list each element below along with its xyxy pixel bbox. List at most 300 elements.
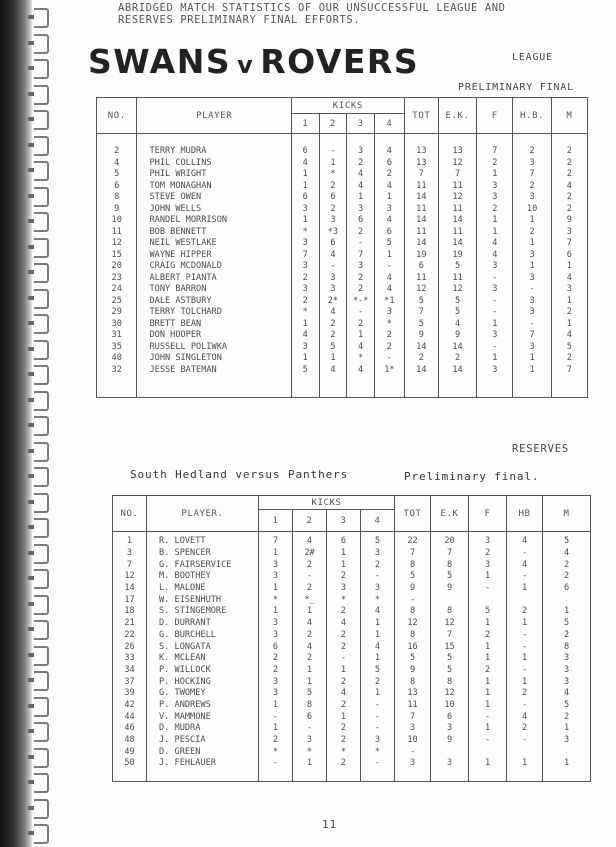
spacer-cell (291, 376, 319, 398)
cell-k2: 2 (319, 180, 347, 192)
reserves-label: RESERVES (512, 443, 569, 455)
cell-k2: 2# (293, 547, 327, 559)
cell-player: K. MCLEAN (147, 652, 259, 664)
cell-ek: 5 (431, 571, 469, 583)
cell-tot: 2 (404, 353, 438, 365)
title-versus: v (237, 51, 255, 79)
table-row (97, 364, 588, 376)
cell-m: 3 (543, 676, 591, 688)
cell-k2: 1 (293, 664, 327, 676)
table-row (97, 238, 588, 250)
table-spacer-row (97, 134, 588, 146)
binding-ring (34, 34, 49, 54)
cell-f (469, 746, 507, 758)
spacer-cell (477, 134, 513, 146)
cell-tot: 9 (395, 582, 431, 594)
cell-f: 4 (477, 249, 513, 261)
cell-no: 44 (113, 711, 147, 723)
cell-player: S. STINGEMORE (147, 606, 259, 618)
cell-f (469, 594, 507, 606)
cell-hb: 2 (513, 180, 551, 192)
binding-ring (34, 416, 49, 436)
cell-f: - (477, 272, 513, 284)
cell-hb: 3 (513, 341, 551, 353)
cell-no: 37 (113, 676, 147, 688)
header-hb: H.B. (513, 98, 551, 134)
cell-k1: * (291, 307, 319, 319)
cell-f: 3 (477, 192, 513, 204)
cell-k3: 2 (347, 272, 375, 284)
table-row (113, 606, 591, 618)
header-no: NO. (97, 98, 137, 134)
spacer-cell (374, 376, 404, 398)
table-row (113, 536, 591, 548)
cell-hb: - (507, 547, 543, 559)
cell-ek: 5 (431, 652, 469, 664)
cell-hb: 1 (507, 652, 543, 664)
cell-f: 2 (477, 157, 513, 169)
cell-no: 6 (97, 180, 137, 192)
cell-tot: 7 (404, 307, 438, 319)
cell-k2: 4 (293, 617, 327, 629)
cell-ek: 7 (438, 169, 476, 181)
cell-ek: 12 (431, 687, 469, 699)
cell-k2: 2* (319, 295, 347, 307)
cell-m: 9 (551, 215, 587, 227)
table-row (97, 203, 588, 215)
table-row (97, 353, 588, 365)
binding-ring (34, 59, 49, 79)
cell-k1: 3 (291, 261, 319, 273)
cell-k3: 4 (347, 364, 375, 376)
cell-ek: 12 (431, 617, 469, 629)
table-row (113, 617, 591, 629)
cell-k1: 3 (259, 676, 293, 688)
cell-k4: 3 (361, 582, 395, 594)
binding-ring (34, 8, 49, 28)
cell-player: W. EISENHUTH (147, 594, 259, 606)
binding-ring (34, 263, 49, 283)
cell-hb: - (507, 734, 543, 746)
cell-k3: 1 (347, 192, 375, 204)
spacer-cell (113, 769, 147, 781)
cell-k2: 4 (319, 364, 347, 376)
cell-k2: 1 (293, 606, 327, 618)
cell-tot: 13 (404, 157, 438, 169)
cell-k4: 3 (374, 203, 404, 215)
cell-k3: *-* (347, 295, 375, 307)
spacer-cell (327, 769, 361, 781)
cell-k3: 2 (327, 606, 361, 618)
cell-k2: 6 (319, 192, 347, 204)
cell-k3: 4 (327, 687, 361, 699)
cell-k3: 1 (327, 547, 361, 559)
cell-no: 3 (113, 547, 147, 559)
cell-k4: - (374, 261, 404, 273)
cell-no: 23 (97, 272, 137, 284)
header-kicks: KICKS (291, 98, 404, 114)
cell-ek (431, 746, 469, 758)
cell-no: 20 (97, 261, 137, 273)
cell-k2: 3 (293, 734, 327, 746)
cell-tot: 10 (395, 734, 431, 746)
cell-k1: 1 (291, 353, 319, 365)
cell-k4: 4 (361, 606, 395, 618)
binding-ring (34, 569, 49, 589)
cell-k3: 2 (327, 629, 361, 641)
cell-k3: 3 (347, 203, 375, 215)
cell-m: 8 (543, 641, 591, 653)
cell-no: 39 (113, 687, 147, 699)
spacer-cell (97, 134, 137, 146)
cell-player: J. PESCIA (147, 734, 259, 746)
cell-k2: 1 (319, 157, 347, 169)
spacer-cell (97, 376, 137, 398)
cell-player: RANDEL MORRISON (137, 215, 291, 227)
cell-k3: 2 (327, 641, 361, 653)
cell-f: 1 (477, 169, 513, 181)
cell-tot: 5 (395, 652, 431, 664)
cell-k1: 2 (259, 734, 293, 746)
cell-m: 2 (551, 353, 587, 365)
cell-m: 2 (551, 307, 587, 319)
cell-m: 7 (551, 238, 587, 250)
cell-k4: 4 (374, 215, 404, 227)
cell-k2: 2 (319, 203, 347, 215)
table-row (113, 652, 591, 664)
cell-tot: 14 (404, 341, 438, 353)
cell-tot: 14 (404, 215, 438, 227)
cell-m: 2 (543, 629, 591, 641)
cell-f: 1 (469, 617, 507, 629)
cell-hb: 4 (507, 711, 543, 723)
spacer-cell (137, 134, 291, 146)
cell-hb: 10 (513, 203, 551, 215)
cell-player: PHIL WRIGHT (137, 169, 291, 181)
spacer-cell (551, 376, 587, 398)
cell-no: 14 (113, 582, 147, 594)
cell-player: P. WILLOCK (147, 664, 259, 676)
cell-f: 2 (477, 203, 513, 215)
cell-player: DON HOOPER (137, 330, 291, 342)
spacer-cell (477, 376, 513, 398)
cell-tot: 22 (395, 536, 431, 548)
cell-k1: 3 (291, 284, 319, 296)
cell-player: JESSE BATEMAN (137, 364, 291, 376)
binding-ring (34, 442, 49, 462)
cell-ek: 5 (438, 295, 476, 307)
cell-player: STEVE OWEN (137, 192, 291, 204)
cell-k2: 4 (293, 641, 327, 653)
cell-tot: 11 (404, 272, 438, 284)
cell-k4: 4 (361, 641, 395, 653)
cell-player: L. MALONE (147, 582, 259, 594)
cell-m: 2 (551, 157, 587, 169)
binding-ring (34, 748, 49, 768)
cell-k2: * (319, 169, 347, 181)
cell-m: 3 (551, 284, 587, 296)
binding-ring (34, 136, 49, 156)
cell-f: - (477, 341, 513, 353)
cell-m: 2 (551, 169, 587, 181)
cell-hb: - (507, 571, 543, 583)
cell-k3: - (347, 307, 375, 319)
cell-no: 2 (97, 146, 137, 158)
cell-k4: 3 (361, 734, 395, 746)
binding-ring (34, 518, 49, 538)
table-row (113, 746, 591, 758)
cell-ek: 12 (438, 284, 476, 296)
cell-f: 3 (477, 284, 513, 296)
cell-tot: 9 (395, 664, 431, 676)
cell-m: 6 (551, 249, 587, 261)
binding-ring (34, 238, 49, 258)
header-q1: 1 (291, 114, 319, 134)
cell-hb: 1 (507, 676, 543, 688)
cell-k3: - (327, 652, 361, 664)
binding-ring (34, 212, 49, 232)
cell-k4: 6 (374, 157, 404, 169)
cell-k4: 2 (361, 559, 395, 571)
binding-ring (34, 620, 49, 640)
table-row (113, 594, 591, 606)
cell-k1: 1 (291, 215, 319, 227)
cell-k4: 1 (361, 629, 395, 641)
cell-f: 3 (477, 330, 513, 342)
cell-tot: 19 (404, 249, 438, 261)
cell-f: 1 (469, 699, 507, 711)
cell-hb: 3 (513, 307, 551, 319)
table-spacer-row (113, 769, 591, 781)
cell-no: 35 (97, 341, 137, 353)
cell-k2: *_ (293, 594, 327, 606)
table-row (97, 226, 588, 238)
cell-ek: 5 (431, 664, 469, 676)
cell-no: 42 (113, 699, 147, 711)
cell-ek: 8 (431, 606, 469, 618)
binding-ring (34, 187, 49, 207)
binding-ring (34, 493, 49, 513)
table-row (113, 699, 591, 711)
cell-m: 1 (551, 318, 587, 330)
cell-player: P. HOCKING (147, 676, 259, 688)
table-row (113, 547, 591, 559)
cell-m: 3 (551, 226, 587, 238)
cell-k2: 6 (319, 238, 347, 250)
cell-f: 1 (477, 353, 513, 365)
cell-player: P. ANDREWS (147, 699, 259, 711)
cell-ek: 11 (438, 226, 476, 238)
cell-k4: 3 (361, 547, 395, 559)
cell-ek: 11 (438, 180, 476, 192)
cell-no: 17 (113, 594, 147, 606)
table-row (97, 249, 588, 261)
cell-ek: 10 (431, 699, 469, 711)
cell-f: 1 (469, 676, 507, 688)
cell-k1: 2 (259, 652, 293, 664)
page-number: 11 (322, 818, 338, 831)
cell-k3: 4 (347, 180, 375, 192)
header-q3: 3 (347, 114, 375, 134)
cell-k2: 2 (293, 629, 327, 641)
cell-player: G. BURCHELL (147, 629, 259, 641)
cell-m: 2 (543, 559, 591, 571)
cell-hb: - (507, 664, 543, 676)
table-row (97, 307, 588, 319)
binding-ring (34, 365, 49, 385)
cell-f: - (477, 307, 513, 319)
cell-tot: 7 (395, 711, 431, 723)
header-q4: 4 (361, 510, 395, 532)
binding-ring (34, 340, 49, 360)
cell-k2: 3 (319, 215, 347, 227)
cell-k1: 4 (291, 330, 319, 342)
cell-player: TERRY TOLCHARD (137, 307, 291, 319)
cell-k3: 2 (347, 284, 375, 296)
cell-ek: 12 (438, 157, 476, 169)
cell-hb: 2 (513, 226, 551, 238)
spacer-cell (293, 769, 327, 781)
cell-player: V. MAMMONE (147, 711, 259, 723)
title-home-team: SWANS (88, 42, 232, 81)
cell-f: 3 (477, 364, 513, 376)
cell-m: 3 (543, 652, 591, 664)
cell-k3: * (327, 746, 361, 758)
cell-hb: - (507, 629, 543, 641)
spacer-cell (438, 376, 476, 398)
cell-ek: 19 (438, 249, 476, 261)
cell-f: 1 (469, 641, 507, 653)
cell-ek: 20 (431, 536, 469, 548)
spacer-cell (438, 134, 476, 146)
cell-hb: 3 (513, 157, 551, 169)
spacer-cell (513, 376, 551, 398)
cell-no: 18 (113, 606, 147, 618)
cell-k1: 2 (291, 272, 319, 284)
cell-k4: 5 (374, 238, 404, 250)
cell-k3: 2 (327, 699, 361, 711)
cell-k2: 1 (293, 758, 327, 770)
header-kicks: KICKS (259, 496, 395, 510)
cell-hb: 2 (507, 723, 543, 735)
table-row (113, 723, 591, 735)
cell-ek: 14 (438, 341, 476, 353)
table-row (113, 734, 591, 746)
cell-f: - (469, 734, 507, 746)
table-row (97, 215, 588, 227)
cell-k3: 2 (347, 226, 375, 238)
cell-m: 5 (551, 341, 587, 353)
cell-hb: 1 (513, 238, 551, 250)
cell-tot: 5 (404, 295, 438, 307)
cell-hb: 2 (507, 606, 543, 618)
cell-ek: 12 (438, 192, 476, 204)
cell-hb: 1 (513, 261, 551, 273)
cell-k3: * (327, 594, 361, 606)
cell-player: B. SPENCER (147, 547, 259, 559)
cell-player: D. GREEN (147, 746, 259, 758)
cell-no: 7 (113, 559, 147, 571)
cell-tot: 7 (404, 169, 438, 181)
cell-m: 7 (551, 364, 587, 376)
table-row (97, 146, 588, 158)
cell-no: 21 (113, 617, 147, 629)
spacer-cell (374, 134, 404, 146)
cell-tot: 8 (395, 676, 431, 688)
cell-m (543, 594, 591, 606)
intro-text (118, 2, 506, 26)
binding-ring (34, 824, 49, 844)
table-row (113, 582, 591, 594)
cell-f: 1 (477, 318, 513, 330)
cell-k1: 1 (259, 582, 293, 594)
cell-player: NEIL WESTLAKE (137, 238, 291, 250)
table-row (97, 169, 588, 181)
cell-k4: - (361, 758, 395, 770)
cell-ek: 3 (431, 758, 469, 770)
cell-f: 1 (469, 571, 507, 583)
cell-f: - (469, 582, 507, 594)
table-row (97, 192, 588, 204)
cell-ek: 14 (438, 364, 476, 376)
table-row (97, 318, 588, 330)
cell-m: 2 (543, 571, 591, 583)
cell-k2: 8 (293, 699, 327, 711)
cell-player: PHIL COLLINS (137, 157, 291, 169)
cell-k2: * (293, 746, 327, 758)
cell-k1: 3 (291, 203, 319, 215)
cell-ek: 9 (438, 330, 476, 342)
spacer-cell (431, 769, 469, 781)
cell-no: 12 (113, 571, 147, 583)
cell-f: 5 (469, 606, 507, 618)
reserves-table-body (113, 532, 591, 782)
cell-player: G. FAIRSERVICE (147, 559, 259, 571)
cell-k4: 1 (361, 652, 395, 664)
cell-tot: 14 (404, 364, 438, 376)
cell-tot: 5 (395, 571, 431, 583)
cell-player: R. LOVETT (147, 536, 259, 548)
cell-k4: - (374, 353, 404, 365)
binding-ring (34, 799, 49, 819)
cell-tot: 11 (404, 226, 438, 238)
cell-k3: 4 (347, 169, 375, 181)
cell-k1: 7 (259, 536, 293, 548)
cell-ek (431, 594, 469, 606)
table-row (97, 330, 588, 342)
cell-hb: 2 (513, 146, 551, 158)
cell-k2: *3 (319, 226, 347, 238)
cell-k4: 1 (361, 687, 395, 699)
cell-tot: 8 (395, 606, 431, 618)
cell-k3: 3 (347, 261, 375, 273)
cell-tot: 14 (404, 238, 438, 250)
spacer-cell (404, 134, 438, 146)
binding-ring (34, 722, 49, 742)
cell-k1: 1 (291, 318, 319, 330)
cell-ek: 8 (431, 676, 469, 688)
spacer-cell (395, 769, 431, 781)
cell-k1: 4 (291, 157, 319, 169)
cell-k4: 5 (361, 536, 395, 548)
cell-m: 1 (543, 758, 591, 770)
cell-f: 3 (469, 536, 507, 548)
table-row (97, 261, 588, 273)
cell-k4: 1* (374, 364, 404, 376)
cell-no: 26 (113, 641, 147, 653)
cell-tot: 11 (404, 203, 438, 215)
cell-k1: 1 (259, 723, 293, 735)
